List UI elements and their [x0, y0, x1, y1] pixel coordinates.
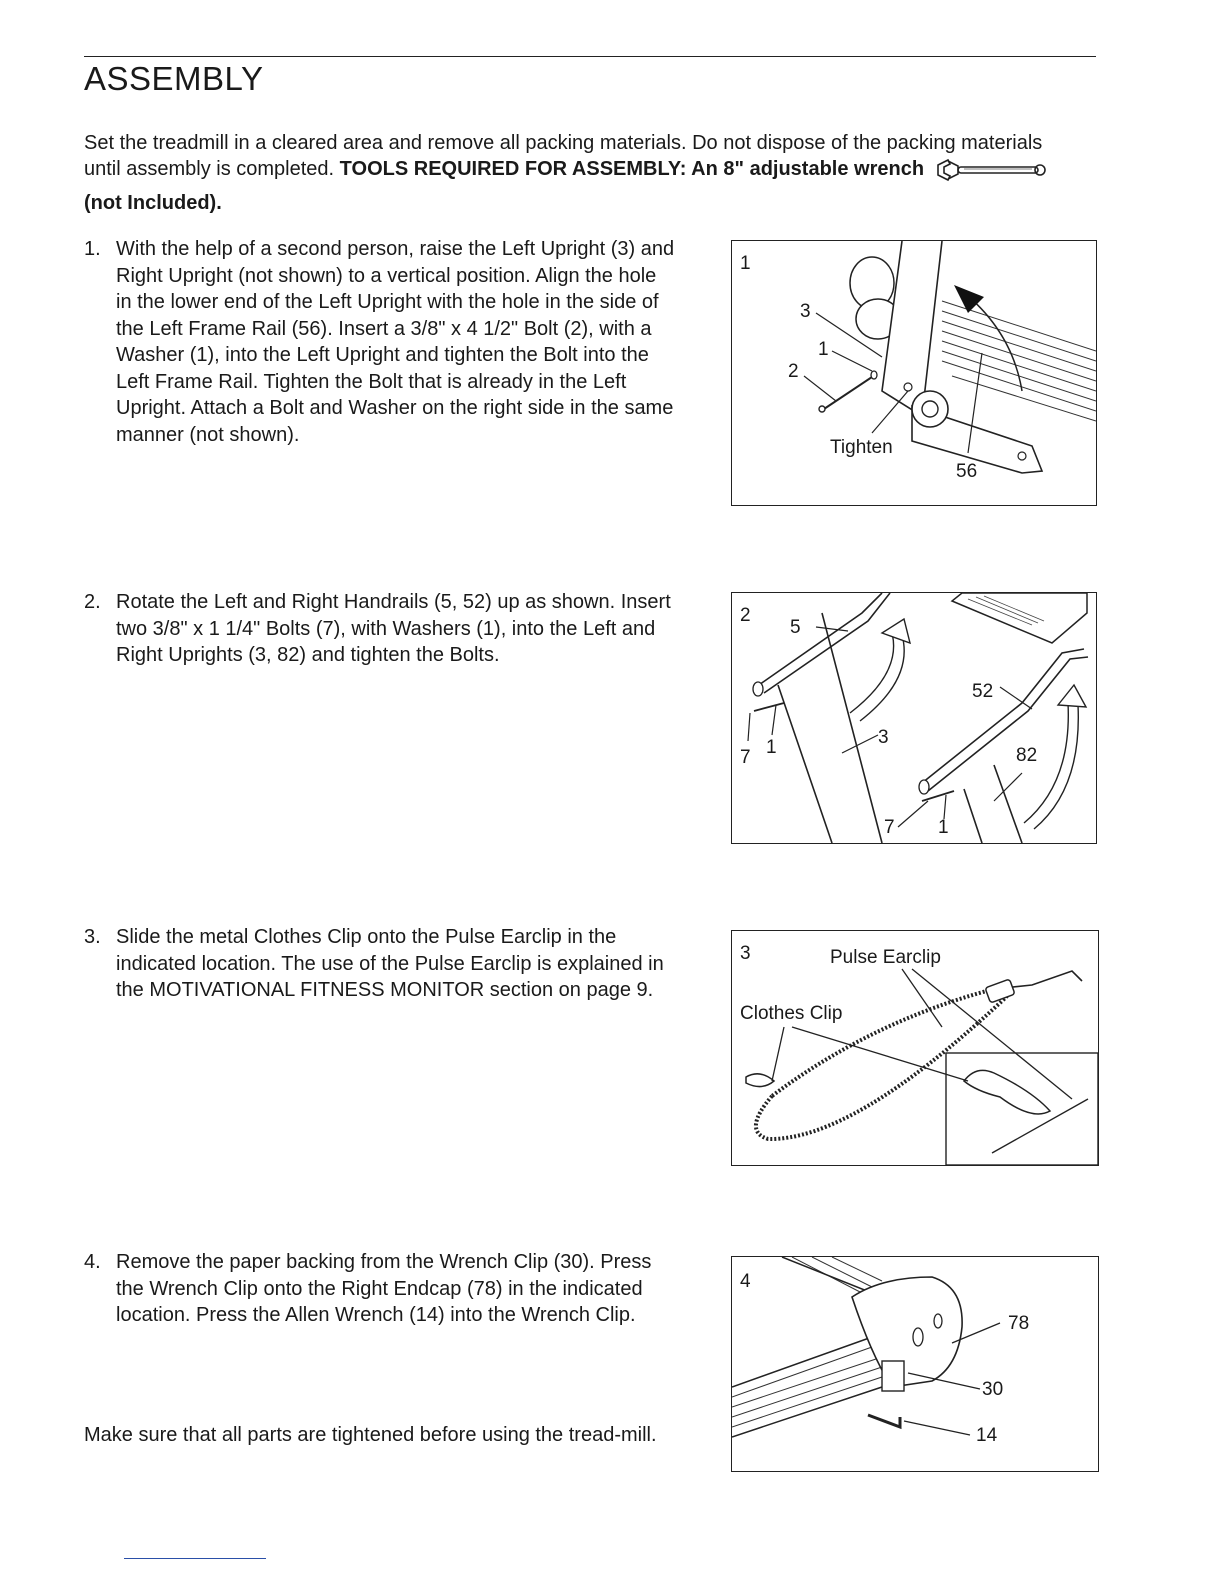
figure-1 — [731, 240, 1097, 506]
label-frame-rail: 56 — [956, 461, 978, 482]
step-text: Slide the metal Clothes Clip onto the Pulse Earclip in the indicated location. The use of the Pulse Earclip is explained in the MOTIVATIONAL FITNESS MONITOR section on page 9. — [116, 926, 664, 1001]
step-text: With the help of a second person, raise the Left Upright (3) and Right Upright (not shown) to a vertical position. Align the hole in the lower end of the Left Upright with the hole in the side of the Left Frame Rail (56). Insert a 3/8" x 4 1/2" Bolt (2), with a Washer (1), into the Left Upright and tighten the Bolt into the Left Frame Rail. Tighten the Bolt that is already in the Left Upright. Attach a Bolt and Washer on the right side in the same manner (not shown). — [116, 238, 675, 446]
clothes-clip-shape — [746, 1074, 774, 1087]
left-upright-shape — [882, 241, 942, 416]
step-1 — [84, 236, 676, 448]
step-number: 1. — [84, 238, 101, 260]
right-upright-shape — [964, 765, 1022, 843]
label-left-upright: 3 — [878, 727, 889, 748]
intro-text: Set the treadmill in a cleared area and remove all packing materials. Do not dispose of the packing materials until assembly is completed. — [84, 132, 1043, 180]
figure-number: 4 — [740, 1271, 751, 1292]
label-bolt: 2 — [788, 361, 799, 382]
label-washer: 1 — [818, 339, 829, 360]
left-handrail-shape — [756, 593, 882, 687]
figure-number: 2 — [740, 605, 751, 626]
step-2 — [84, 589, 676, 669]
washer-shape — [871, 371, 877, 379]
not-included-text: (not Included). — [84, 192, 222, 214]
step-number: 3. — [84, 926, 101, 948]
header-rule — [84, 56, 1096, 57]
right-handrail-shape — [922, 649, 1084, 783]
label-allen-wrench: 14 — [976, 1425, 998, 1446]
endcap-shape — [852, 1277, 962, 1387]
label-right-handrail: 52 — [972, 681, 994, 702]
intro-paragraph — [84, 130, 1074, 216]
label-wrench-clip: 30 — [982, 1379, 1004, 1400]
label-endcap: 78 — [1008, 1313, 1030, 1334]
label-washer-left: 1 — [766, 737, 777, 758]
step-text: Rotate the Left and Right Handrails (5, 52) up as shown. Insert two 3/8" x 1 1/4" Bolts (7), with Washers (1), into the Left and Right Uprights (3, 82) and tighten the Bolts. — [116, 591, 671, 666]
final-note: Make sure that all parts are tightened before using the tread-mill. — [84, 1424, 657, 1446]
figure-number: 3 — [740, 943, 751, 964]
label-washer-right: 1 — [938, 817, 949, 838]
bolt-left-shape — [754, 703, 784, 711]
wrench-clip-shape — [882, 1361, 904, 1391]
label-tighten: Tighten — [830, 437, 893, 458]
figure-3 — [731, 930, 1099, 1166]
label-clothes-clip: Clothes Clip — [740, 1003, 843, 1024]
figure-2 — [731, 592, 1097, 844]
rotate-arrow-left — [850, 633, 894, 713]
label-upright: 3 — [800, 301, 811, 322]
tools-required-text: TOOLS REQUIRED FOR ASSEMBLY: An 8" adjustable wrench — [339, 158, 925, 180]
step-4 — [84, 1249, 676, 1329]
figure-4 — [731, 1256, 1099, 1472]
adjustable-wrench-icon — [934, 157, 1052, 190]
label-left-handrail: 5 — [790, 617, 801, 638]
label-right-upright: 82 — [1016, 745, 1038, 766]
label-bolt-left: 7 — [740, 747, 751, 768]
step-number: 4. — [84, 1251, 101, 1273]
bolt-shape — [824, 377, 872, 409]
step-number: 2. — [84, 591, 101, 613]
arrow-head — [954, 285, 984, 313]
label-pulse-earclip: Pulse Earclip — [830, 947, 941, 968]
allen-wrench-shape — [868, 1415, 900, 1427]
earclip-connector-shape — [985, 979, 1015, 1003]
footer-rule — [124, 1558, 266, 1559]
page-title: ASSEMBLY — [84, 60, 264, 97]
step-text: Remove the paper backing from the Wrench Clip (30). Press the Wrench Clip onto the Right Endcap (78) in the indicated location. Press the Allen Wrench (14) into the Wrench Clip. — [116, 1251, 652, 1326]
label-bolt-right: 7 — [884, 817, 895, 838]
belt-hatching — [942, 301, 1096, 421]
step-3 — [84, 924, 676, 1004]
figure-number: 1 — [740, 253, 751, 274]
